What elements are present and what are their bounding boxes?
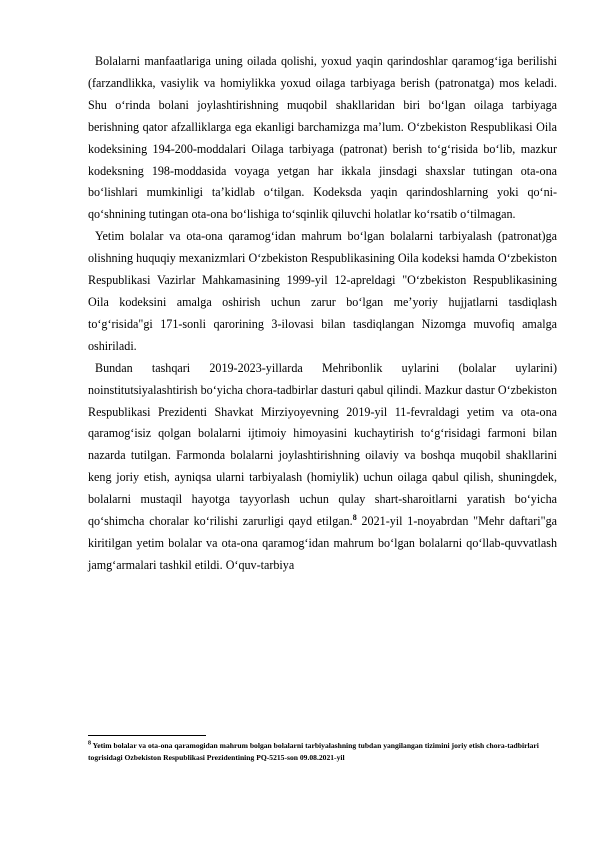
paragraph-deinstitutionalization: [88, 358, 557, 577]
paragraph-legal-mechanisms: Yetim bolalar va ota-ona qaramogʻidan mahrum boʻlgan bolalarni tarbiyalash (patronat)ga olishning huquqiy mexanizmlari Oʻzbekiston Respublikasining Oila kodeksi hamda Oʻzbekiston Respublikasi Vazirlar Mahkamasining 1999-yil 12-apreldagi "Oʻzbekiston Respublikasining Oila kodeksini amalga oshirish uchun zarur boʻlgan meʼyoriy hujjatlarni tasdiqlash toʻgʻrisida"gi 171-sonli qarorining 3-ilovasi bilan tasdiqlangan Nizomga muvofiq amalga oshiriladi.: [88, 229, 557, 353]
footnote-text: Yetim bolalar va ota-ona qaramogidan mahrum bolgan bolalarni tarbiyalashning tubdan yangilangan tizimini joriy etish chora-tadbirlari togrisidagi Ozbekiston Respublikasi Prezidentining PQ-5215-son 09.08.2021-yil: [88, 741, 539, 762]
footnote-reference-mark: 8: [352, 513, 357, 522]
paragraph-text-after-footnote: 2021-yil 1-noyabrdan "Mehr daftari"ga kiritilgan yetim bolalar va ota-ona qaramogʻidan mahrum boʻlgan bolalarni qoʻllab-quvvatlash jamgʻarmalari tashkil etildi. Oʻquv-tarbiya: [88, 514, 558, 572]
footnote-separator: [88, 735, 206, 736]
footnote: [88, 740, 557, 764]
paragraph-text-before-footnote: Bundan tashqari 2019-2023-yillarda Mehribonlik uylarini (bolalar uylarini) noinstitutsiyalashtirish boʻyicha chora-tadbirlar dasturi qabul qilindi. Mazkur dastur Oʻzbekiston Respublikasi Prezidenti Shavkat Mirziyoyevning 2019-yil 11-fevraldagi yetim va ota-ona qaramogʻisiz qolgan bolalarni ijtimoiy himoyasini kuchaytirish toʻgʻrisidagi farmoni bilan nazarda tutilgan. Farmonda bolalarni joylashtirishning oilaviy va boshqa muqobil shakllarini keng joriy etish, ayniqsa ularni tarbiyalash (homiylik) uchun oilaga qabul qilish, shuningdek, bolalarni mustaqil hayotga tayyorlash uchun qulay shart-sharoitlarni yaratish boʻyicha qoʻshimcha choralar koʻrilishi zarurligi qayd etilgan.: [88, 360, 557, 529]
paragraph-patronat-advantages: Bolalarni manfaatlariga uning oilada qolishi, yoxud yaqin qarindoshlar qaramogʻiga berilishi (farzandlikka, vasiylik va homiylikka yoxud oilaga tarbiyaga berish (patronatga) mos keladi. Shu oʻrinda bolani joylashtirishning muqobil shakllaridan biri boʻlgan oilaga tarbiyaga berishning qator afzalliklarga ega ekanligi barchamizga maʼlum. Oʻzbekiston Respublikasi Oila kodeksining 194-200-moddalari Oilaga tarbiyaga (patronat) berish toʻgʻrisida boʻlib, mazkur kodeksning 198-moddasida voyaga yetgan har ikkala jinsdagi shaxslar tutingan ota-ona boʻlishlari mumkinligi taʼkidlab oʻtilgan. Kodeksda yaqin qarindoshlarning yoki qoʻni-qoʻshnining tutingan ota-ona boʻlishiga toʻsqinlik qiluvchi holatlar koʻrsatib oʻtilmagan.: [88, 54, 557, 222]
document-body: [88, 51, 557, 577]
footnote-number: 8: [88, 740, 91, 747]
